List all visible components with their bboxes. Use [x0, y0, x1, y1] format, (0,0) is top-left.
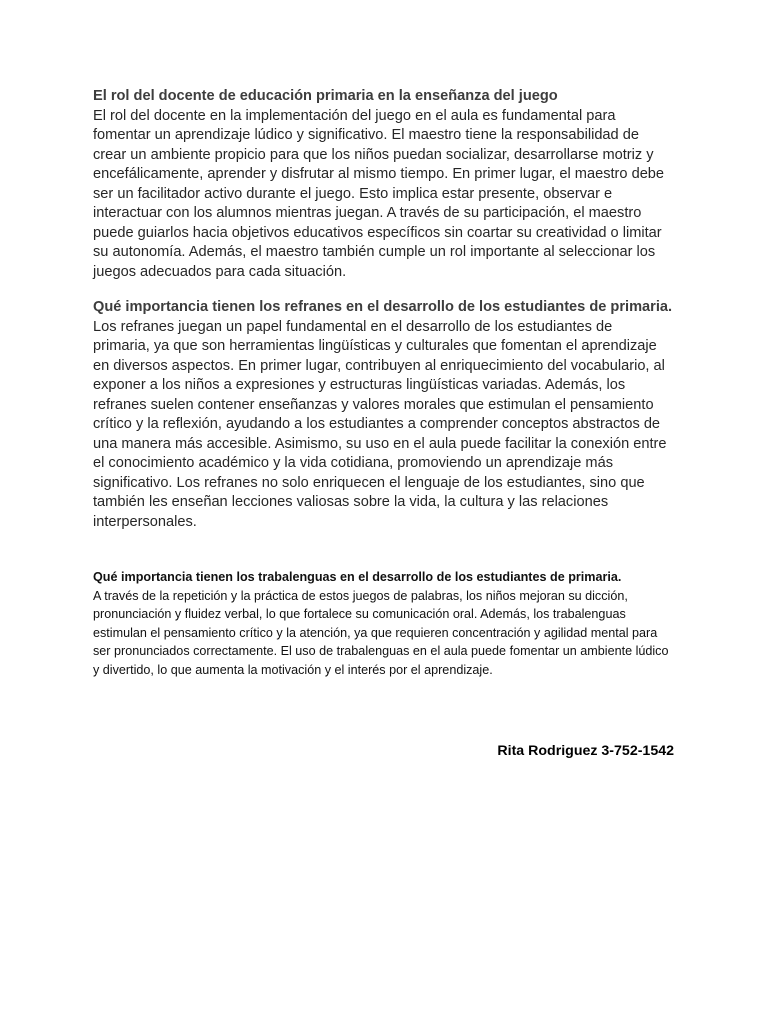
section-paragraph: A través de la repetición y la práctica de estos juegos de palabras, los niños mejoran su dicción, pronunciación y fluidez verbal, lo que fortalece su comunicación oral. Además, los trabalenguas estimulan el pensamiento crítico y la atención, ya que requieren concentración y agilidad mental para ser pronunciados correctamente. El uso de trabalenguas en el aula puede fomentar un ambiente lúdico y divertido, lo que aumenta la motivación y el interés por el aprendizaje.	[93, 588, 669, 677]
section-trabalenguas	[93, 569, 673, 679]
author-signature: Rita Rodriguez 3-752-1542	[497, 743, 674, 759]
section-heading: Qué importancia tienen los trabalenguas en el desarrollo de los estudiantes de primaria.	[93, 570, 622, 584]
section-refranes	[93, 298, 673, 532]
section-heading: El rol del docente de educación primaria en la enseñanza del juego	[93, 88, 558, 104]
section-rol-docente	[93, 87, 673, 282]
section-paragraph: El rol del docente en la implementación del juego en el aula es fundamental para fomentar un aprendizaje lúdico y significativo. El maestro tiene la responsabilidad de crear un ambiente propicio para que los niños puedan socializar, desarrollarse motriz y encefálicamente, aprender y disfrutar al mismo tiempo. En primer lugar, el maestro debe ser un facilitador activo durante el juego. Esto implica estar presente, observar e interactuar con los alumnos mientras juegan. A través de su participación, el maestro puede guiarlos hacia objetivos educativos específicos sin coartar su creatividad o limitar su autonomía. Además, el maestro también cumple un rol importante al seleccionar los juegos adecuados para cada situación.	[93, 107, 665, 280]
section-paragraph: Los refranes juegan un papel fundamental en el desarrollo de los estudiantes de primaria, ya que son herramientas lingüísticas y culturales que fomentan el aprendizaje en diversos aspectos. En primer lugar, contribuyen al enriquecimiento del vocabulario, al exponer a los niños a expresiones y estructuras lingüísticas variadas. Además, los refranes suelen contener enseñanzas y valores morales que estimulan el pensamiento crítico y la reflexión, ayudando a los estudiantes a comprender conceptos abstractos de una manera más accesible. Asimismo, su uso en el aula puede facilitar la conexión entre el conocimiento académico y la vida cotidiana, promoviendo un aprendizaje más significativo. Los refranes no solo enriquecen el lenguaje de los estudiantes, sino que también les enseñan lecciones valiosas sobre la vida, la cultura y las relaciones interpersonales.	[93, 318, 667, 530]
section-heading: Qué importancia tienen los refranes en el desarrollo de los estudiantes de primaria.	[93, 299, 673, 315]
